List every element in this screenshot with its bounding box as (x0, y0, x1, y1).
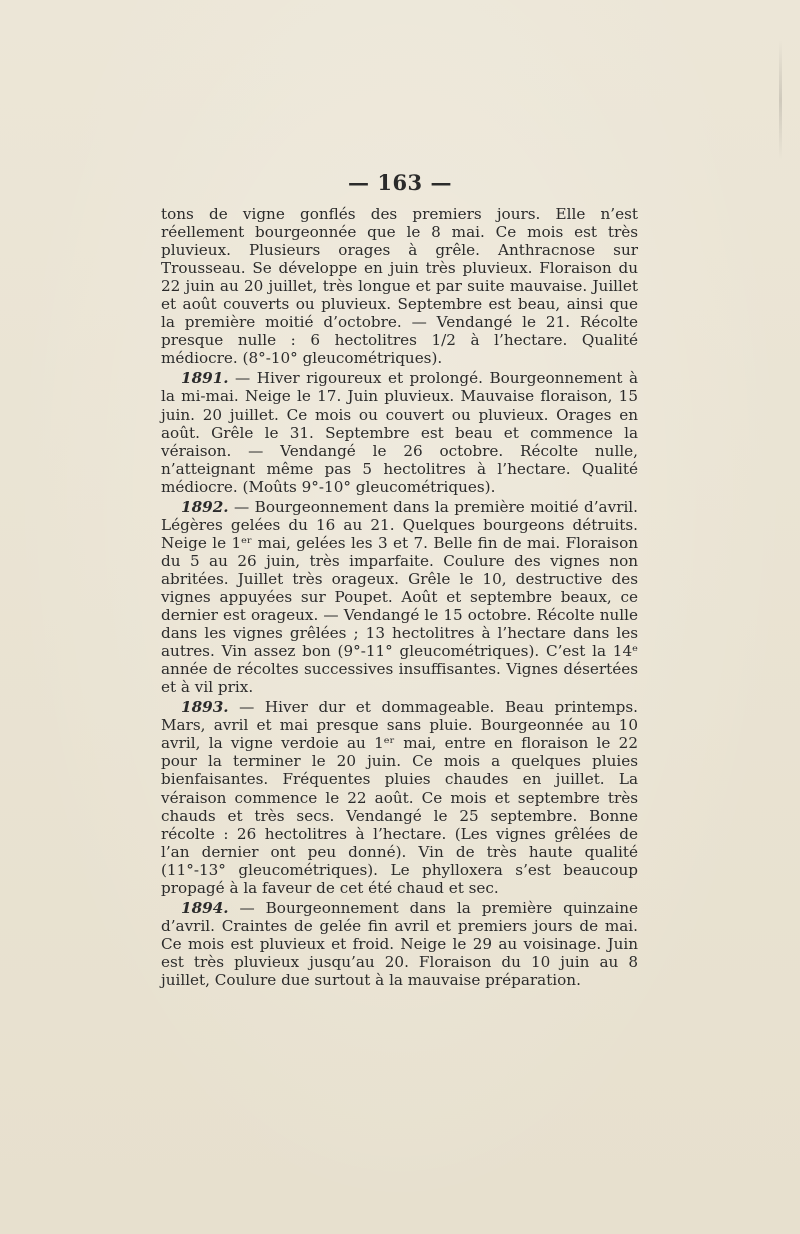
year-heading-1894: 1894. (181, 898, 229, 917)
paragraph-1892 (161, 498, 638, 697)
paragraph-continuation: tons de vigne gonflés des premiers jours. Elle n’est réellement bourgeonnée que le 8 mai. Ce mois est très pluvieux. Plusieurs orages à grêle. Anthracnose sur Trousseau. Se développe en juin très pluvieux. Floraison du 22 juin au 20 juillet, très longue et par suite mauvaise. Juillet et août couverts ou pluvieux. Septembre est beau, ainsi que la première moitié d’octobre. — Vendangé le 21. Récolte presque nulle : 6 hectolitres 1/2 à l’hectare. Qualité médiocre. (8°-10° gleucométriques). (161, 205, 638, 368)
paragraph-text-1891: — Hiver rigoureux et prolongé. Bourgeonnement à la mi-mai. Neige le 17. Juin pluvieux. Mauvaise floraison, 15 juin. 20 juillet. Ce mois ou couvert ou pluvieux. Orages en août. Grêle le 31. Septembre est beau et commence la véraison. — Vendangé le 26 octobre. Récolte nulle, n’atteignant même pas 5 hectolitres à l’hectare. Qualité médiocre. (Moûts 9°-10° gleucométriques). (161, 369, 639, 496)
paragraph-1891 (161, 369, 638, 495)
page-number: — 163 — (348, 170, 452, 195)
body-text (161, 205, 638, 991)
page-edge-mark (779, 40, 782, 160)
paragraph-text-1893: — Hiver dur et dommageable. Beau printemps. Mars, avril et mai presque sans pluie. Bourgeonnée au 10 avril, la vigne verdoie au 1ᵉʳ mai, entre en floraison le 22 pour la terminer le 20 juin. Ce mois a quelques pluies bienfaisantes. Fréquentes pluies chaudes en juillet. La véraison commence le 22 août. Ce mois et septembre très chauds et très secs. Vendangé le 25 septembre. Bonne récolte : 26 hectolitres à l’hectare. (Les vignes grêlées de l’an dernier ont peu donné). Vin de très haute qualité (11°-13° gleucométriques). Le phylloxera s’est beaucoup propagé à la faveur de cet été chaud et sec. (161, 698, 638, 897)
paragraph-1894 (161, 899, 638, 989)
year-heading-1892: 1892. (181, 497, 229, 516)
paragraph-text-1894: — Bourgeonnement dans la première quinzaine d’avril. Craintes de gelée fin avril et premiers jours de mai. Ce mois est pluvieux et froid. Neige le 29 au voisinage. Juin est très pluvieux jusqu’au 20. Floraison du 10 juin au 8 juillet, Coulure due surtout à la mauvaise préparation. (161, 898, 639, 989)
year-heading-1891: 1891. (181, 369, 229, 388)
year-heading-1893: 1893. (181, 698, 229, 717)
paragraph-1893 (161, 698, 638, 897)
paragraph-text-1892: — Bourgeonnement dans la première moitié d’avril. Légères gelées du 16 au 21. Quelques bourgeons détruits. Neige le 1ᵉʳ mai, gelées les 3 et 7. Belle fin de mai. Floraison du 5 au 26 juin, très imparfaite. Coulure des vignes non abritées. Juillet très orageux. Grêle le 10, destructive des vignes appuyées sur Poupet. Août et septembre beaux, ce dernier est orageux. — Vendangé le 15 octobre. Récolte nulle dans les vignes grêlées ; 13 hectolitres à l’hectare dans les autres. Vin assez bon (9°-11° gleucométriques). C’est la 14ᵉ année de récoltes successives insuffisantes. Vignes désertées et à vil prix. (161, 497, 638, 697)
